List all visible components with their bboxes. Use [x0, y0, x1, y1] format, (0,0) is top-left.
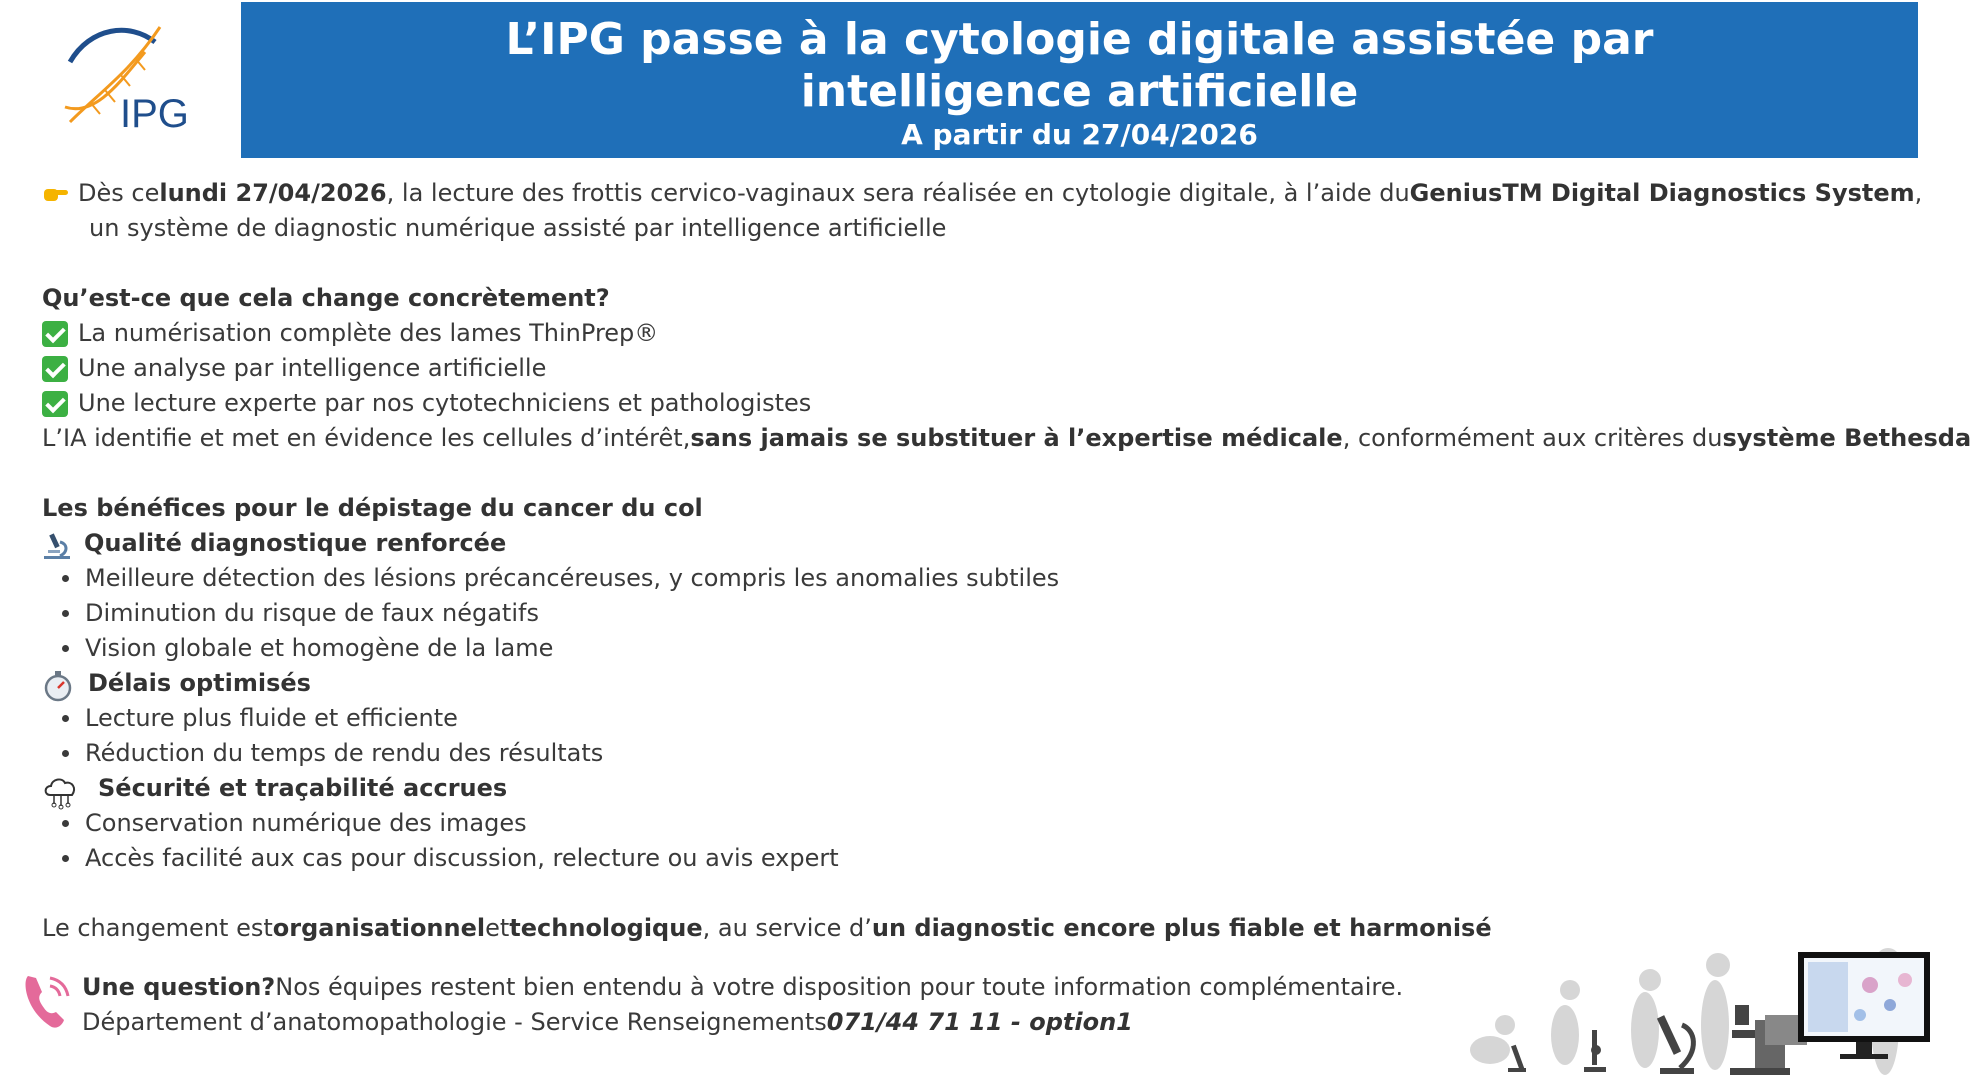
list-item-text: Conservation numérique des images — [85, 806, 527, 841]
contact-footer — [20, 970, 1403, 1040]
benefit-section-title — [42, 526, 1882, 561]
conclusion-bold: technologique — [509, 911, 702, 946]
intro-line1 — [42, 176, 1882, 211]
bullet — [62, 645, 69, 652]
note-bold: système Bethesda — [1723, 421, 1971, 456]
intro-text: , la lecture des frottis cervico-vaginaux sera réalisée en cytologie digitale, à l’aide du — [387, 176, 1410, 211]
list-item-text: Une lecture experte par nos cytotechniciens et pathologistes — [78, 386, 811, 421]
ai-note — [42, 421, 1882, 456]
benefits-heading — [42, 491, 1882, 526]
list-item-text: Vision globale et homogène de la lame — [85, 631, 553, 666]
microscope-evolution-illustration — [1360, 930, 1920, 1080]
conclusion — [42, 911, 1362, 946]
question-text: Nos équipes restent bien entendu à votre disposition pour toute information complémentaire. — [275, 970, 1403, 1005]
phone-icon — [20, 970, 76, 1030]
checkmark-icon — [42, 356, 68, 382]
list-item — [42, 806, 1882, 841]
stopwatch-icon — [42, 670, 70, 698]
benefit-section-title — [42, 666, 1882, 701]
note-text: , conformément aux critères du — [1343, 421, 1723, 456]
checkmark-icon — [42, 391, 68, 417]
section-title-text: Sécurité et traçabilité accrues — [98, 771, 507, 806]
bullet — [62, 855, 69, 862]
list-item-text: Meilleure détection des lésions précancéreuses, y compris les anomalies subtiles — [85, 561, 1059, 596]
intro-text: Dès ce — [78, 176, 159, 211]
changes-heading — [42, 281, 1882, 316]
intro-text: , — [1915, 176, 1923, 211]
question-line — [20, 970, 1403, 1005]
bullet — [62, 715, 69, 722]
question-bold: Une question? — [82, 970, 275, 1005]
intro-line2: un système de diagnostic numérique assisté par intelligence artificielle — [42, 211, 1882, 246]
ipg-logo — [60, 22, 190, 137]
conclusion-text: et — [485, 911, 509, 946]
conclusion-text: , au service d’ — [703, 911, 872, 946]
title-line1: L’IPG passe à la cytologie digitale assistée par — [241, 14, 1918, 66]
list-item — [42, 596, 1882, 631]
section-title-text: Délais optimisés — [88, 666, 311, 701]
list-item-text: Lecture plus fluide et efficiente — [85, 701, 458, 736]
benefit-section-title — [42, 771, 1882, 806]
pointing-hand-icon — [42, 180, 70, 208]
conclusion-text: Le changement est — [42, 911, 273, 946]
list-item — [42, 736, 1882, 771]
list-item-text: Une analyse par intelligence artificielle — [78, 351, 546, 386]
checkmark-icon — [42, 321, 68, 347]
list-item — [42, 841, 1882, 876]
dna-helix-logo — [60, 22, 190, 137]
monitor-icon — [1798, 952, 1930, 1059]
changes-heading-text: Qu’est-ce que cela change concrètement? — [42, 281, 610, 316]
list-item-text: La numérisation complète des lames ThinPrep® — [78, 316, 658, 351]
department-text: Département d’anatomopathologie - Service Renseignements — [82, 1005, 827, 1040]
list-item-text: Réduction du temps de rendu des résultats — [85, 736, 603, 771]
list-item — [42, 561, 1882, 596]
intro-date: lundi 27/04/2026 — [159, 176, 386, 211]
list-item-text: Accès facilité aux cas pour discussion, relecture ou avis expert — [85, 841, 839, 876]
department-line — [20, 1005, 1403, 1040]
bullet — [62, 820, 69, 827]
intro-system-name: GeniusTM Digital Diagnostics System — [1410, 176, 1915, 211]
cloud-network-icon — [42, 775, 80, 803]
conclusion-bold: un diagnostic encore plus fiable et harmonisé — [872, 911, 1492, 946]
note-text: L’IA identifie et met en évidence les cellules d’intérêt, — [42, 421, 690, 456]
conclusion-bold: organisationnel — [273, 911, 485, 946]
title-banner — [241, 2, 1918, 158]
note-bold: sans jamais se substituer à l’expertise médicale — [690, 421, 1342, 456]
list-item — [42, 701, 1882, 736]
microscope-icon — [42, 530, 70, 558]
title-subtitle: A partir du 27/04/2026 — [241, 118, 1918, 152]
list-item — [42, 386, 1882, 421]
bullet — [62, 610, 69, 617]
list-item — [42, 631, 1882, 666]
list-item-text: Diminution du risque de faux négatifs — [85, 596, 539, 631]
phone-number: 071/44 71 11 - option1 — [827, 1008, 1133, 1036]
benefits-heading-text: Les bénéfices pour le dépistage du cancer du col — [42, 491, 703, 526]
bullet — [62, 575, 69, 582]
logo-text: IPG — [120, 92, 189, 136]
bullet — [62, 750, 69, 757]
title-line2: intelligence artificielle — [241, 66, 1918, 118]
list-item — [42, 316, 1882, 351]
list-item — [42, 351, 1882, 386]
section-title-text: Qualité diagnostique renforcée — [84, 526, 506, 561]
main-content — [42, 176, 1882, 946]
